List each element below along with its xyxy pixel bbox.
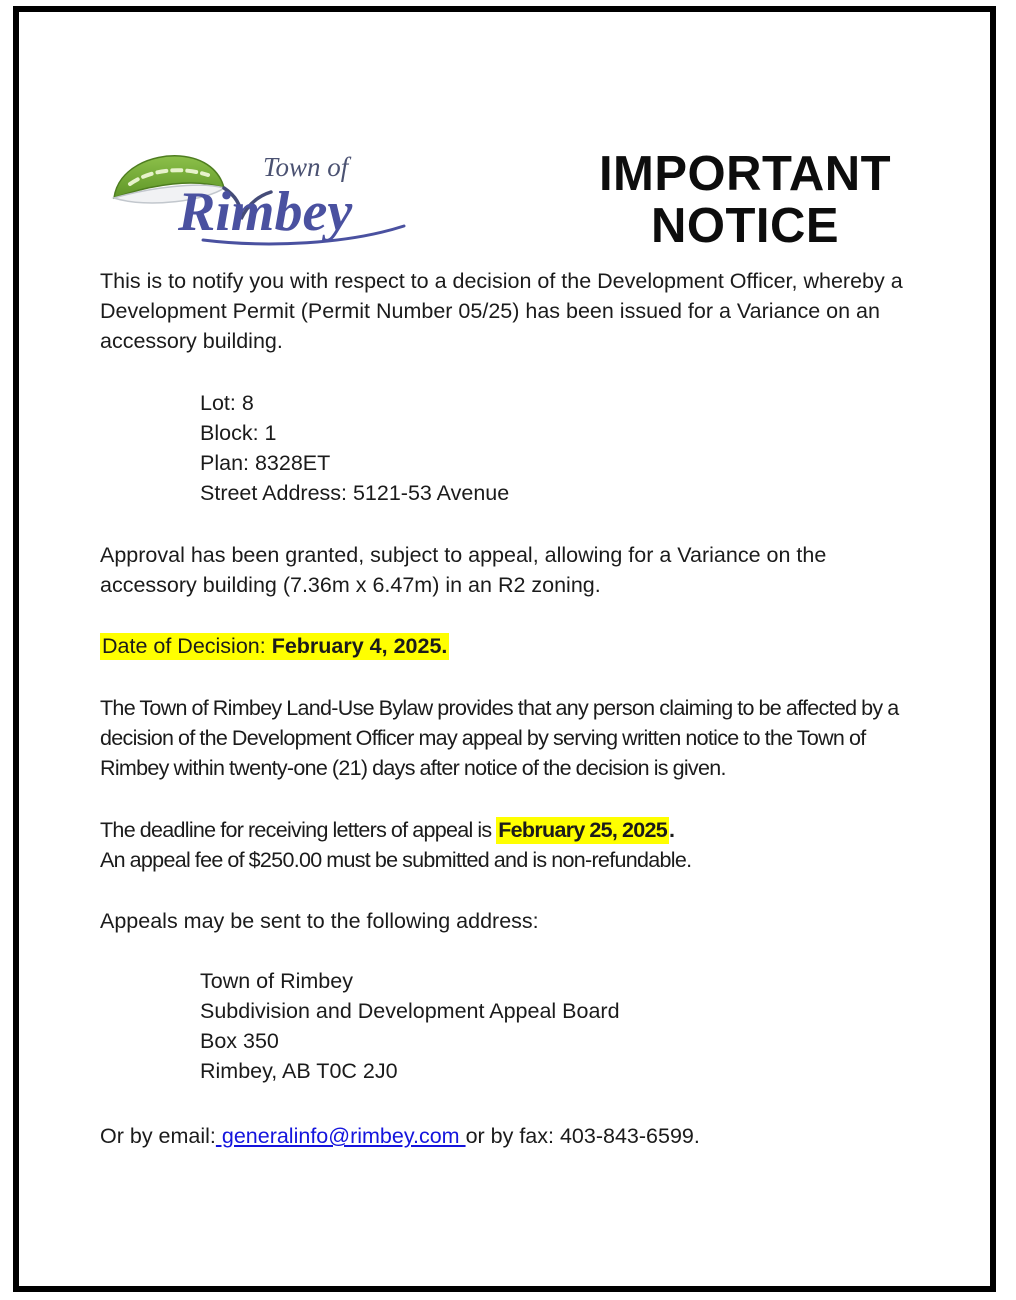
address-line-board: Subdivision and Development Appeal Board: [200, 999, 620, 1023]
address-line-box: Box 350: [200, 1029, 279, 1053]
email-prefix: Or by email:: [100, 1124, 216, 1148]
email-link[interactable]: generalinfo@rimbey.com: [215, 1124, 466, 1148]
approval-paragraph: Approval has been granted, subject to appeal, allowing for a Variance on the accessory building (7.36m x 6.47m) in an R2 zoning.: [100, 543, 827, 597]
logo-rimbey-text: Rimbey: [178, 181, 353, 243]
contact-line: [100, 1121, 910, 1151]
logo-town-of-text: Town of: [263, 152, 349, 182]
deadline-date-value: February 25, 2025: [498, 818, 668, 842]
notice-title-line2: NOTICE: [650, 199, 840, 253]
deadline-period: .: [669, 818, 675, 842]
deadline-prefix: The deadline for receiving letters of appeal is: [100, 818, 497, 842]
property-lot: Lot: 8: [200, 391, 254, 415]
town-of-rimbey-logo: [108, 146, 413, 246]
deadline-paragraph: [100, 815, 910, 875]
appeals-intro-line: Appeals may be sent to the following address:: [100, 909, 539, 933]
fax-text: or by fax: 403-843-6599.: [465, 1124, 700, 1148]
notice-title: [580, 146, 910, 252]
address-line-org: Town of Rimbey: [200, 969, 353, 993]
appeal-board-address: [200, 966, 910, 1086]
decision-date-line: [100, 631, 910, 661]
bylaw-paragraph: The Town of Rimbey Land-Use Bylaw provides that any person claiming to be affected by a decision of the Development Officer may appeal by serving written notice to the Town of Rimbey within twenty-one (21) days after notice of the decision is given.: [100, 696, 899, 780]
address-line-city: Rimbey, AB T0C 2J0: [200, 1059, 398, 1083]
notice-title-line1: IMPORTANT: [598, 147, 892, 201]
property-plan: Plan: 8328ET: [200, 451, 331, 475]
intro-paragraph: This is to notify you with respect to a decision of the Development Officer, whereby a Development Permit (Permit Number 05/25) has been issued for a Variance on an accessory building.: [100, 269, 903, 353]
decision-date-label: Date of Decision:: [102, 634, 272, 658]
property-street-address: Street Address: 5121-53 Avenue: [200, 481, 510, 505]
property-details: [200, 388, 910, 508]
property-block: Block: 1: [200, 421, 277, 445]
deadline-line: [100, 815, 910, 845]
decision-date-value: February 4, 2025.: [271, 634, 448, 658]
document-header: [100, 146, 910, 252]
appeal-fee-line: An appeal fee of $250.00 must be submitted and is non-refundable.: [100, 848, 692, 872]
